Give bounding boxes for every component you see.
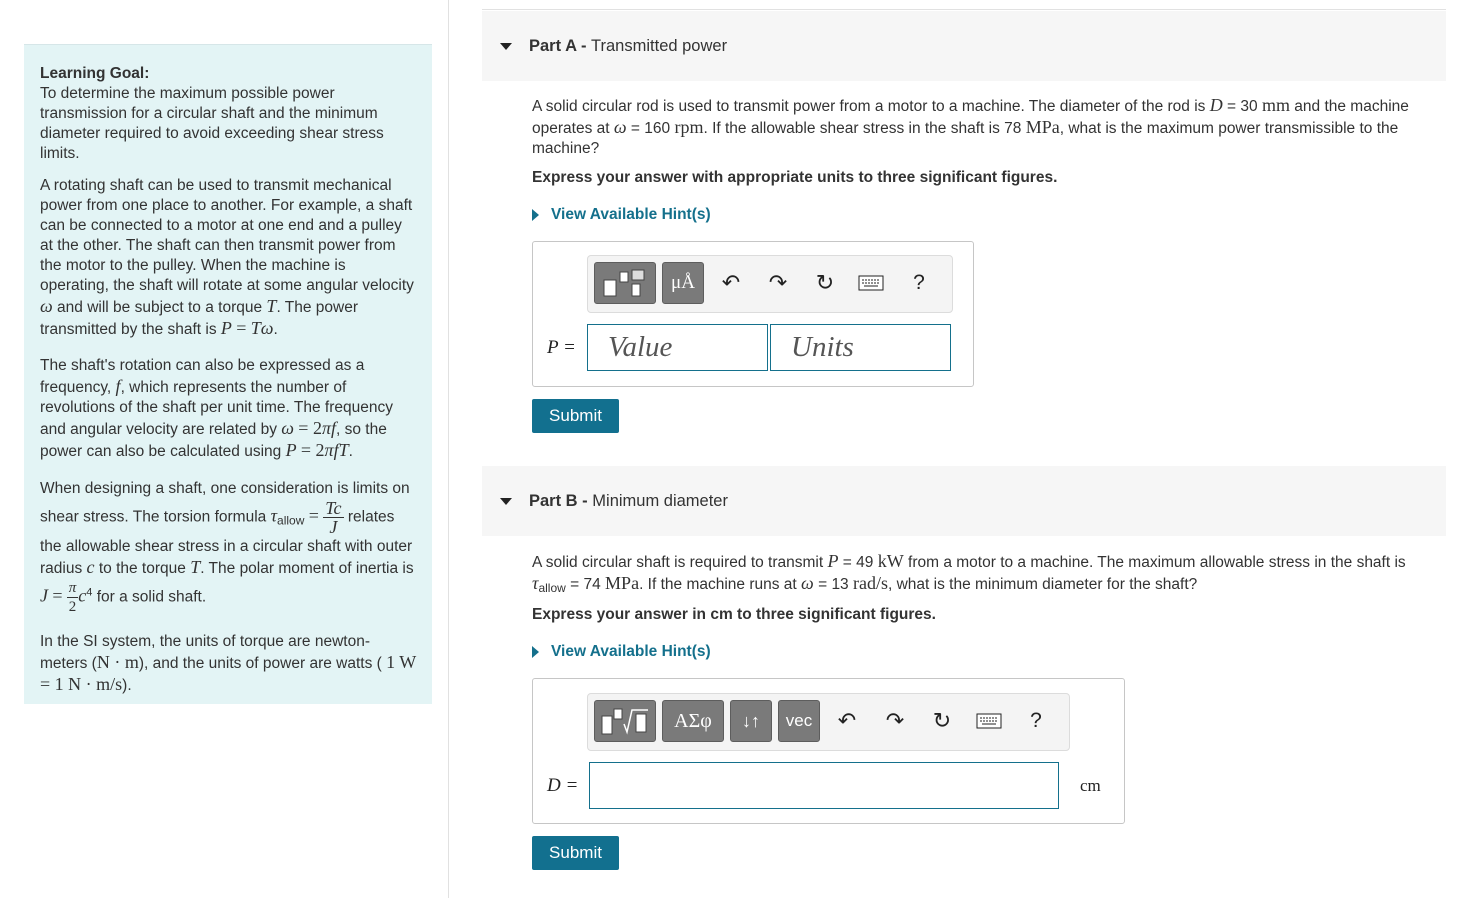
part-a-toolbar xyxy=(587,255,953,313)
learning-goal-heading: Learning Goal: xyxy=(40,65,150,82)
undo-icon[interactable]: ↶ xyxy=(837,708,857,733)
p4-text-a: In the SI system, the units of torque are newton-meters ( xyxy=(40,633,370,672)
part-a-problem-d: , what is the maximum power transmissible to the machine? xyxy=(532,120,1399,157)
part-b-stress-unit: MPa xyxy=(605,573,640,593)
part-b-instruction: Express your answer in cm to three significant figures. xyxy=(532,606,936,623)
units-input[interactable] xyxy=(770,324,951,371)
torsion-fraction: $\frac{Tc}{J}$ xyxy=(325,498,342,537)
p2-text-a: The shaft's rotation can also be expressed as a frequency, xyxy=(40,357,365,396)
part-b-problem-b: from a motor to a machine. The maximum allowable stress in the shaft is xyxy=(908,554,1406,571)
part-a-variable-label xyxy=(547,337,576,359)
templates-icon xyxy=(602,268,648,298)
vector-button[interactable]: vec xyxy=(778,700,820,742)
part-a-problem-c: . If the allowable shear stress in the shaft is 78 xyxy=(703,120,1022,137)
part-b-label: Part B - xyxy=(529,491,588,510)
part-b-header[interactable] xyxy=(482,466,1446,536)
part-a-var-text: P = xyxy=(547,337,576,358)
polar-moment-fraction: $\frac{\pi}{2}$ xyxy=(68,580,77,615)
part-a-answer-box xyxy=(532,241,974,387)
collapse-caret-icon[interactable] xyxy=(500,498,512,505)
value-input[interactable] xyxy=(587,324,768,371)
part-a-submit-button[interactable]: Submit xyxy=(532,399,619,433)
part-a-omega-unit: rpm xyxy=(674,117,704,137)
part-b-problem-d: , what is the minimum diameter for the shaft? xyxy=(888,576,1198,593)
part-b-answer-box xyxy=(532,678,1125,824)
p1-text-a: A rotating shaft can be used to transmit mechanical power from one place to another. For example, a shaft can be connected to a motor at one end and a pulley at the other. The shaft can then transmit power from the motor to the pulley. When the machine is operating, the shaft will rotate at some angular velocity xyxy=(40,177,414,294)
templates-button[interactable] xyxy=(594,262,656,304)
part-b-omega: 13 xyxy=(831,576,849,593)
reset-icon[interactable]: ↻ xyxy=(932,708,952,733)
arrows-button[interactable]: ↓↑ xyxy=(730,700,772,742)
value-placeholder: Value xyxy=(608,331,673,363)
expand-triangle-icon xyxy=(532,646,539,658)
part-b-hint-label: View Available Hint(s) xyxy=(551,643,711,660)
part-a-problem: A solid circular rod is used to transmit power from a motor to a machine. The diameter of the rod is D = 30 mm and the machine operates at ω = 160 rpm. If the allowable shear stress in the shaft is 78 MPa, what is the maximum power transmissible to the machine? xyxy=(532,95,1409,157)
part-a-stress-unit: MPa xyxy=(1025,117,1060,137)
part-a-omega: 160 xyxy=(644,120,671,137)
learning-goal-panel xyxy=(24,44,432,704)
p4-text-b: ), and the units of power are watts ( xyxy=(138,655,382,672)
help-button[interactable]: ? xyxy=(913,271,925,294)
part-b-unit-label: cm xyxy=(1080,776,1101,795)
redo-icon[interactable]: ↷ xyxy=(885,708,905,733)
part-a-label: Part A - xyxy=(529,36,587,55)
p2-text-c: , so the power can also be calculated using xyxy=(40,421,387,460)
part-b-problem-c: . If the machine runs at xyxy=(639,576,797,593)
part-b-stress: 74 xyxy=(583,576,601,593)
greek-symbols-button[interactable]: ΑΣφ xyxy=(662,700,724,742)
p1-text-c: The power transmitted by the shaft is xyxy=(40,299,359,338)
learning-goal-paragraph-1: A rotating shaft can be used to transmit mechanical power from one place to another. For example, a shaft can be connected to a motor at one end and a pulley at the other. The shaft can then transmit power from the motor to the pulley. When the machine is operating, the shaft will rotate at some angular velocity ω and will be subject to a torque T. The power transmitted by the shaft is P = Tω. xyxy=(40,177,414,338)
undo-icon[interactable]: ↶ xyxy=(721,270,741,295)
part-b-title: Minimum diameter xyxy=(592,491,728,510)
p3-text-d: . The polar moment of inertia is xyxy=(200,560,414,577)
units-button[interactable]: μÅ xyxy=(662,262,704,304)
part-a-hint-link[interactable] xyxy=(532,206,711,224)
p3-text-e: for a solid shaft. xyxy=(96,588,207,606)
part-a-instruction: Express your answer with appropriate units to three significant figures. xyxy=(532,169,1058,186)
units-placeholder: Units xyxy=(791,331,854,363)
part-b-power: 49 xyxy=(856,554,874,571)
collapse-caret-icon[interactable] xyxy=(500,43,512,50)
templates-button[interactable] xyxy=(594,700,656,742)
part-a-problem-a: A solid circular rod is used to transmit power from a motor to a machine. The diameter of the rod is xyxy=(532,98,1206,115)
part-a-diameter: 30 xyxy=(1240,98,1258,115)
p2-text-b: , which represents the number of revolutions of the shaft per unit time. The frequency and angular velocity are related by xyxy=(40,379,393,438)
diameter-input[interactable] xyxy=(589,762,1059,809)
keyboard-icon[interactable] xyxy=(856,268,886,298)
p3-text-b: relates the allowable shear stress in a circular shaft with outer radius xyxy=(40,508,413,577)
redo-icon[interactable]: ↷ xyxy=(768,270,788,295)
reset-icon[interactable]: ↻ xyxy=(815,270,835,295)
part-a-hint-label: View Available Hint(s) xyxy=(551,206,711,223)
keyboard-icon[interactable] xyxy=(974,706,1004,736)
column-divider xyxy=(448,0,449,898)
p3-text-c: to the torque xyxy=(98,560,186,577)
part-b-problem: A solid circular shaft is required to transmit P = 49 kW from a motor to a machine. The maximum allowable stress in the shaft is $\tau_{allow} = 74$ MPa. If the machine runs at ω = 13 rad/s, what is the minimum diameter for the shaft? xyxy=(532,551,1406,595)
part-a-diameter-unit: mm xyxy=(1261,95,1290,115)
part-b-submit-button[interactable]: Submit xyxy=(532,836,619,870)
part-a-title: Transmitted power xyxy=(591,36,728,55)
part-b-variable-label xyxy=(547,775,578,797)
part-b-toolbar xyxy=(587,693,1070,751)
part-b-power-unit: kW xyxy=(877,551,904,571)
part-b-omega-unit: rad/s xyxy=(853,573,888,593)
learning-goal-paragraph-4: In the SI system, the units of torque are newton-meters (N · m), and the units of power are watts ( 1 W = 1 N · m/s). xyxy=(40,633,416,694)
p4-text-c: ). xyxy=(122,677,132,694)
help-button[interactable]: ? xyxy=(1030,709,1042,732)
templates-icon xyxy=(600,706,650,736)
part-a-problem-b: and the machine operates at xyxy=(532,98,1409,137)
part-b-hint-link[interactable] xyxy=(532,643,711,661)
expand-triangle-icon xyxy=(532,209,539,221)
learning-goal-paragraph-3: When designing a shaft, one consideration is limits on shear stress. The torsion formula $\tau_{allow}$ = $\frac{Tc}{J}$ relates the allowable shear stress in a circular shaft with outer radius c to the torque T. The polar moment of inertia is J = $\frac{\pi}{2}$ $c^4$ for a solid shaft. xyxy=(40,480,414,615)
learning-goal-paragraph-2: The shaft's rotation can also be expressed as a frequency, f, which represents the number of revolutions of the shaft per unit time. The frequency and angular velocity are related by ω = 2πf, so the power can also be calculated using P = 2πfT. xyxy=(40,357,393,460)
p3-text-a: When designing a shaft, one consideration is limits on shear stress. The torsion formula xyxy=(40,480,410,526)
learning-goal-intro: To determine the maximum possible power transmission for a circular shaft and the minimum diameter required to avoid exceeding shear stress limits. xyxy=(40,85,384,162)
part-b-problem-a: A solid circular shaft is required to transmit xyxy=(532,554,824,571)
part-b-var-text: D = xyxy=(547,775,579,796)
part-a-header[interactable] xyxy=(482,11,1446,81)
p1-text-b: and will be subject to a torque xyxy=(57,299,263,316)
top-rule xyxy=(482,9,1446,10)
